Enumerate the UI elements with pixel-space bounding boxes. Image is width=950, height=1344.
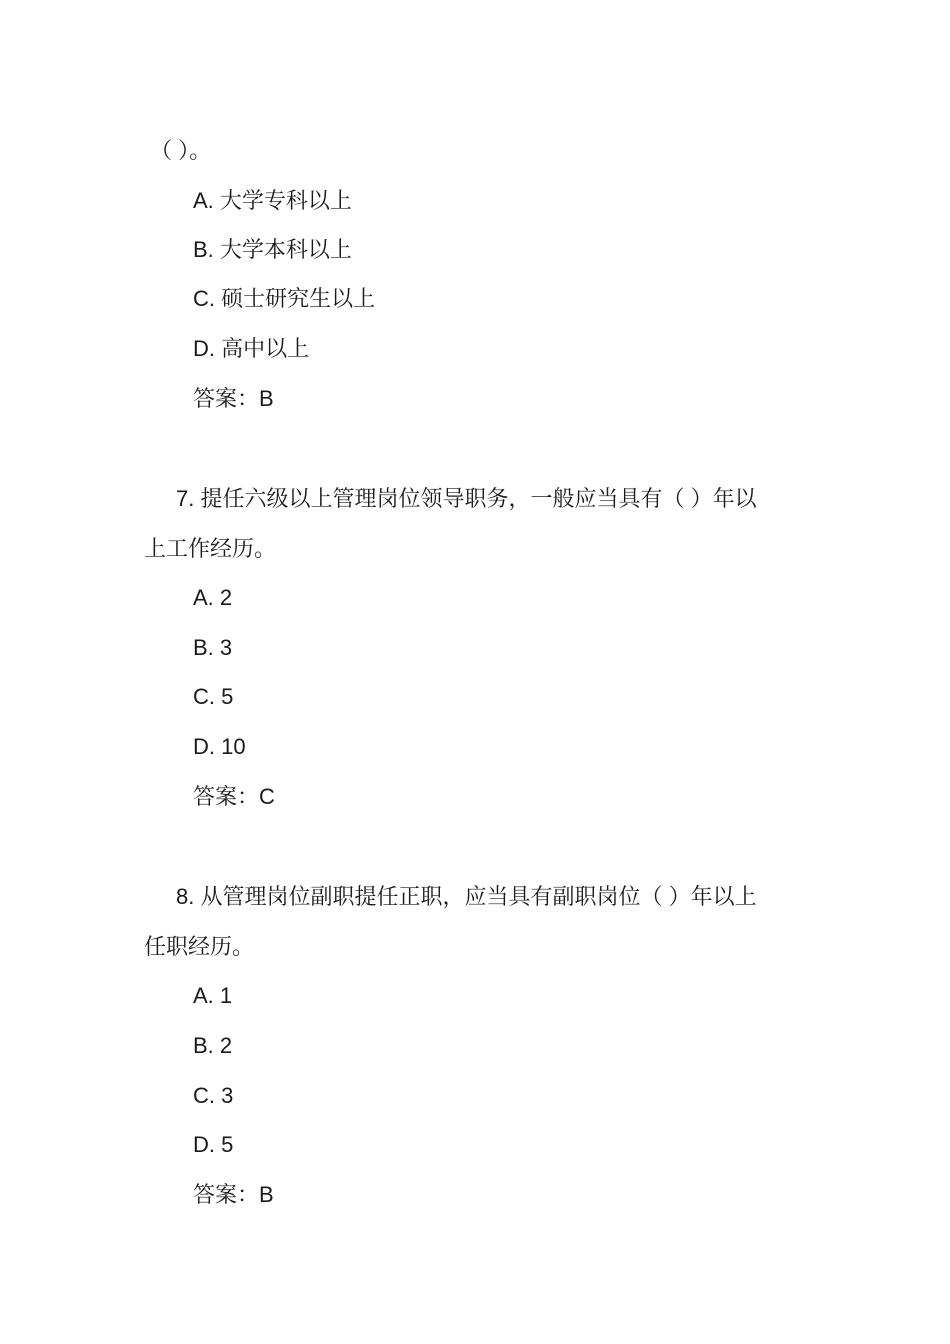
option-a: A. 大学专科以上 bbox=[193, 188, 352, 213]
answer: 答案：C bbox=[193, 784, 275, 809]
option-a: A. 1 bbox=[193, 983, 233, 1008]
option-b: B. 3 bbox=[193, 635, 233, 660]
answer: 答案：B bbox=[193, 386, 274, 411]
option-c: C. 硕士研究生以上 bbox=[193, 286, 376, 311]
question-stem-line-2: 任职经历。 bbox=[144, 934, 255, 959]
option-c: C. 5 bbox=[193, 684, 234, 709]
answer: 答案：B bbox=[193, 1182, 274, 1207]
question-stem-tail: （ ）。 bbox=[150, 138, 212, 163]
option-a: A. 2 bbox=[193, 585, 233, 610]
option-d: D. 10 bbox=[193, 734, 246, 759]
option-c: C. 3 bbox=[193, 1083, 234, 1108]
option-b: B. 2 bbox=[193, 1033, 233, 1058]
question-stem-line-1: 8. 从管理岗位副职提任正职，应当具有副职岗位（ ）年以上 bbox=[176, 884, 757, 909]
question-stem-line-1: 7. 提任六级以上管理岗位领导职务，一般应当具有（ ）年以 bbox=[176, 486, 757, 511]
option-b: B. 大学本科以上 bbox=[193, 237, 352, 262]
question-stem-line-2: 上工作经历。 bbox=[144, 536, 277, 561]
option-d: D. 高中以上 bbox=[193, 336, 310, 361]
option-d: D. 5 bbox=[193, 1132, 234, 1157]
